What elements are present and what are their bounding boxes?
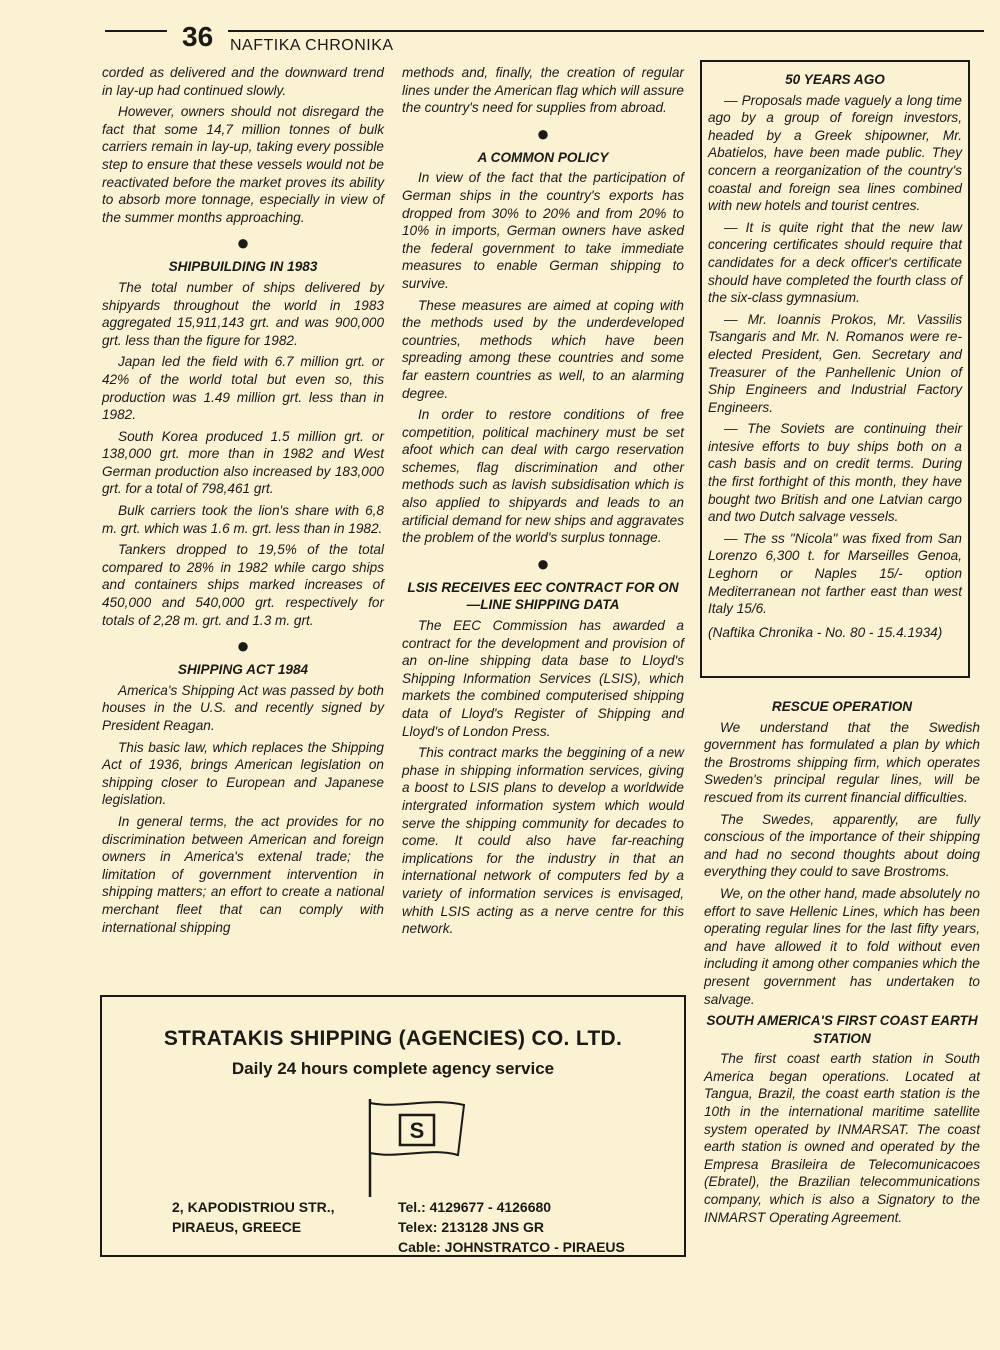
section-heading: SHIPBUILDING IN 1983 — [168, 259, 318, 275]
ad-cable: Cable: JOHNSTRATCO - PIRAEUS — [398, 1239, 625, 1255]
article-paragraph: The Swedes, apparently, are fully conscious of the importance of their shipping and had no second thoughts about doing everything they could to save Brostroms. — [704, 811, 980, 880]
article-paragraph: Tankers dropped to 19,5% of the total compared to 28% in 1982 while cargo ships and containers ships marked increases of 450,000 and 540,000 grt. respectively for totals of 2,28 m. grt. and 1.3 m. grt. — [102, 542, 384, 628]
source-citation: (Naftika Chronika - No. 80 - 15.4.1934) — [708, 624, 943, 640]
article-paragraph: Bulk carriers took the lion's share with 6,8 m. grt. which was 1.6 m. grt. less than in 1982. — [102, 503, 384, 536]
ad-address-line: 2, KAPODISTRIOU STR., — [172, 1199, 335, 1215]
stratakis-advertisement — [100, 995, 686, 1257]
section-heading: LSIS RECEIVES EEC CONTRACT FOR ON—LINE SHIPPING DATA — [407, 579, 679, 613]
flag-letter: S — [409, 1118, 425, 1143]
article-paragraph: In view of the fact that the participation of German ships in the country's exports has dropped from 30% to 20% and from 20% to 10% in imports, German owners have asked the federal government to take immediate measures to enable German shipping to survive. — [402, 170, 684, 291]
article-paragraph: However, owners should not disregard the fact that some 14,7 million tonnes of bulk carriers remain in lay-up, taking every possible step to ensure that these vessels would not be reactivated before the market proves its ability to absorb more tonnage, especially in view of the summer months approaching. — [102, 104, 384, 225]
fifty-years-ago-box — [700, 60, 970, 678]
section-heading: SOUTH AMERICA'S FIRST COAST EARTH STATION — [706, 1013, 978, 1046]
article-paragraph: corded as delivered and the downward trend in lay-up had continued slowly. — [102, 65, 384, 98]
article-paragraph: We, on the other hand, made absolutely no effort to save Hellenic Lines, which has been operating regular lines for the last fifty years, and have allowed it to fold without even including it among other companies which the present government has undertaken to salvage. — [704, 885, 980, 1007]
section-bullet-icon: ● — [536, 550, 550, 576]
column-2 — [402, 64, 684, 942]
section-bullet-icon: ● — [236, 230, 250, 256]
section-bullet-icon: ● — [236, 633, 250, 659]
ad-company-name: STRATAKIS SHIPPING (AGENCIES) CO. LTD. — [163, 1027, 623, 1050]
article-paragraph: — Proposals made vaguely a long time ago by a group of foreign investors, headed by a Greek shipowner, Mr. Abatielos, have been made public. They concern a reorganization of the country's coastal and foreign sea lines combined with new hotels and tourist centres. — [708, 92, 962, 214]
article-paragraph: America's Shipping Act was passed by both houses in the U.S. and recently signed by President Reagan. — [102, 682, 384, 733]
article-paragraph: In general terms, the act provides for no discrimination between American and foreign owners in America's extenal trade; the limitation of government intervention in shipping matters; an effort to create a national merchant fleet that can comply with international shipping — [102, 813, 384, 935]
section-heading: A COMMON POLICY — [477, 149, 609, 165]
article-paragraph: The first coast earth station in South America began operations. Located at Tangua, Brazil, the coast earth station is the 10th in the international maritime satellite system operated by INMARSAT. The coast earth station is owned and operated by the Empresa Brasileira de Telecomunicacoes (Ebratel), the Brazilian telecommunications company, which is also a Signatory to the INMARST Operating Agreement. — [704, 1051, 980, 1225]
article-paragraph: methods and, finally, the creation of regular lines under the American flag which will assure the country's need for supplies from abroad. — [402, 65, 684, 116]
ad-contact — [398, 1197, 625, 1257]
header-rule-right — [228, 30, 984, 32]
column-1 — [102, 64, 384, 940]
ad-telex: Telex: 213128 JNS GR — [398, 1219, 545, 1235]
article-paragraph: — It is quite right that the new law concering certificates should require that candidates for a deck officer's certificate should have completed the fourth class of the six-class gymnasium. — [708, 219, 962, 306]
article-paragraph: South Korea produced 1.5 million grt. or 138,000 grt. more than in 1982 and West German production also increased by 183,000 grt. for a total of 798,461 grt. — [102, 428, 384, 497]
ad-tagline: Daily 24 hours complete agency service — [231, 1059, 555, 1078]
article-paragraph: — The ss "Nicola" was fixed from San Lorenzo 6,300 t. for Marseilles Genoa, Leghorn or Naples 15/- option Mediterranean not farther east than west Italy 15/6. — [708, 530, 962, 617]
fifty-years-ago-column — [708, 71, 962, 641]
article-paragraph: Japan led the field with 6.7 million grt. or 42% of the world total but even so, this production was 1.49 million grt. less than in 1982. — [102, 354, 384, 423]
article-paragraph: This basic law, which replaces the Shipping Act of 1936, brings American legislation on shipping closer to European and Japanese legislation. — [102, 739, 384, 808]
article-paragraph: In order to restore conditions of free competition, political machinery must be set afoot which can deal with cargo reservation schemes, flag discrimination and other methods such as lavish subsidisation which is also applied to shipyards and leads to an artificial demand for new ships and aggravates the problem of the world's surplus tonnage. — [402, 407, 684, 546]
publication-title: NAFTIKA CHRONIKA — [230, 37, 394, 54]
header-rule-left — [105, 30, 167, 32]
ad-telephone: Tel.: 4129677 - 4126680 — [398, 1199, 552, 1215]
section-heading: 50 YEARS AGO — [785, 72, 885, 87]
section-heading: SHIPPING ACT 1984 — [177, 662, 309, 678]
article-paragraph: We understand that the Swedish government has formulated a plan by which the Brostroms shipping firm, which operates Sweden's principal regular lines, will be rescued from its current financial difficulties. — [704, 719, 980, 805]
section-bullet-icon: ● — [536, 120, 550, 146]
company-flag-icon — [360, 1095, 470, 1200]
section-heading: RESCUE OPERATION — [771, 699, 913, 714]
page-number: 36 — [182, 21, 214, 52]
article-paragraph: The EEC Commission has awarded a contract for the development and provision of an on-line shipping data base to Lloyd's Shipping Information Services (LSIS), which markets the combined computerised shipping data of Lloyd's Register of Shipping and Lloyd's of London Press. — [402, 618, 684, 739]
article-paragraph: The total number of ships delivered by shipyards throughout the world in 1983 aggregated 15,911,143 grt. and was 900,000 grt. less than the figure for 1982. — [102, 279, 384, 348]
ad-address-line: PIRAEUS, GREECE — [172, 1219, 302, 1235]
article-paragraph: These measures are aimed at coping with the methods used by the underdeveloped countries, methods which have been spreading among these countries and some far eastern countries as well, to an alarming degree. — [402, 297, 684, 401]
article-paragraph: This contract marks the beggining of a new phase in shipping information services, giving a boost to LSIS plans to develop a worldwide intergrated information system which would serve the shipping community for decades to come. It could also have far-reaching implications for the industry in that an international network of computers fed by a variety of information services is envisaged, whith LSIS acting as a nerve centre for this network. — [402, 745, 684, 937]
ad-address — [172, 1197, 335, 1237]
article-paragraph: — Mr. Ioannis Prokos, Mr. Vassilis Tsangaris and Mr. N. Romanos were re-elected President, Gen. Secretary and Treasurer of the Panhellenic Union of Ship Engineers and Industrial Factory Engineers. — [708, 311, 962, 415]
column-3 — [704, 694, 980, 1230]
article-paragraph: — The Soviets are continuing their intesive efforts to buy ships both on a cash basis and on credit terms. During the first forthight of this month, they have bought two British and one Latvian cargo and two Dutch salvage vessels. — [708, 421, 962, 525]
